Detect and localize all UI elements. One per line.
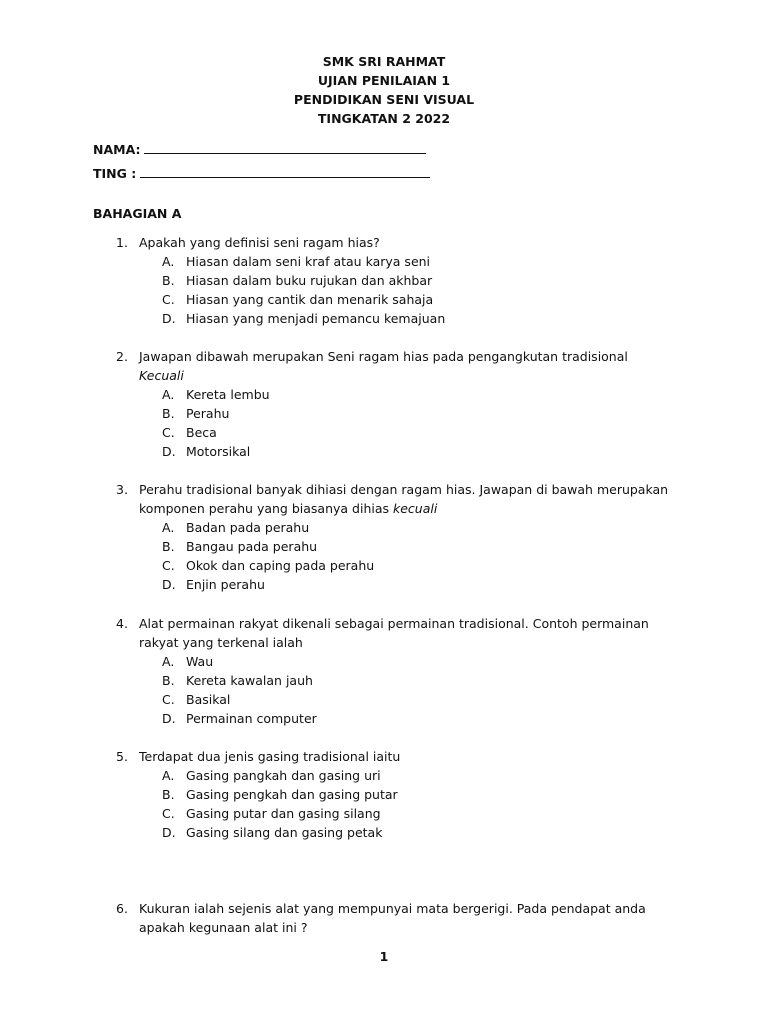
option-letter: B. [162,673,175,688]
form-year: TINGKATAN 2 2022 [317,111,451,126]
option-a [162,252,676,271]
question-number: 2. [116,349,128,364]
option-text: Motorsikal [186,444,251,459]
option-letter: A. [162,387,175,402]
question-text [139,347,676,385]
option-letter: B. [162,539,175,554]
option-list [116,652,676,728]
name-blank-line[interactable] [144,139,426,154]
class-label: TING : [93,166,137,181]
question-keyword: kecuali [392,501,438,516]
option-c [162,423,676,442]
option-text: Hiasan dalam seni kraf atau karya seni [186,254,431,269]
option-letter: C. [162,806,175,821]
question-number: 3. [116,482,128,497]
option-c [162,690,676,709]
option-letter: A. [162,768,175,783]
question-text: Apakah yang definisi seni ragam hias? [139,235,380,250]
option-letter: C. [162,292,175,307]
option-text: Permainan computer [186,711,317,726]
option-list [116,518,676,594]
question-text [139,480,676,518]
option-text: Bangau pada perahu [186,539,318,554]
option-text: Hiasan dalam buku rujukan dan akhbar [186,273,433,288]
question-body: Jawapan dibawah merupakan Seni ragam hias pada pengangkutan tradisional [139,349,628,364]
school-name: SMK SRI RAHMAT [322,54,446,69]
option-list [116,252,676,328]
option-letter: B. [162,406,175,421]
option-text: Kereta lembu [186,387,270,402]
option-text: Kereta kawalan jauh [186,673,313,688]
option-d [162,442,676,461]
option-letter: C. [162,558,175,573]
option-letter: C. [162,425,175,440]
option-c [162,556,676,575]
question-number: 6. [116,901,128,916]
option-b [162,785,676,804]
question-4 [116,614,676,728]
option-letter: D. [162,577,176,592]
option-c [162,804,676,823]
option-text: Wau [186,654,214,669]
option-list [116,385,676,461]
option-a [162,385,676,404]
option-a [162,652,676,671]
option-letter: D. [162,825,176,840]
question-6 [116,899,676,937]
exam-header [0,52,768,128]
option-text: Basikal [186,692,231,707]
question-text: Kukuran ialah sejenis alat yang mempunyai mata bergerigi. Pada pendapat anda apakah kegunaan alat ini ? [139,901,646,935]
question-keyword: Kecuali [139,368,184,383]
class-field [93,163,430,182]
option-b [162,537,676,556]
option-b [162,404,676,423]
option-text: Gasing pengkah dan gasing putar [186,787,398,802]
option-letter: B. [162,273,175,288]
option-c [162,290,676,309]
option-text: Hiasan yang cantik dan menarik sahaja [186,292,434,307]
option-letter: D. [162,444,176,459]
exam-title: UJIAN PENILAIAN 1 [317,73,451,88]
question-3 [116,480,676,594]
option-text: Beca [186,425,217,440]
name-field [93,139,426,158]
option-text: Gasing putar dan gasing silang [186,806,381,821]
option-letter: A. [162,254,175,269]
class-blank-line[interactable] [140,163,430,178]
option-text: Badan pada perahu [186,520,310,535]
option-text: Perahu [186,406,230,421]
option-text: Enjin perahu [186,577,265,592]
option-a [162,518,676,537]
question-1 [116,233,676,328]
name-label: NAMA: [93,142,141,157]
question-text: Terdapat dua jenis gasing tradisional iaitu [139,749,401,764]
option-text: Hiasan yang menjadi pemancu kemajuan [186,311,446,326]
option-letter: A. [162,520,175,535]
section-title: BAHAGIAN A [93,206,182,221]
question-text: Alat permainan rakyat dikenali sebagai permainan tradisional. Contoh permainan rakyat yang terkenal ialah [139,616,649,650]
subject-title: PENDIDIKAN SENI VISUAL [293,92,475,107]
option-letter: A. [162,654,175,669]
option-letter: D. [162,311,176,326]
option-d [162,709,676,728]
option-a [162,766,676,785]
option-d [162,823,676,842]
question-number: 4. [116,616,128,631]
option-b [162,671,676,690]
option-text: Okok dan caping pada perahu [186,558,375,573]
option-text: Gasing pangkah dan gasing uri [186,768,381,783]
question-5 [116,747,676,842]
option-letter: B. [162,787,175,802]
option-b [162,271,676,290]
option-text: Gasing silang dan gasing petak [186,825,383,840]
question-number: 5. [116,749,128,764]
question-number: 1. [116,235,128,250]
question-2 [116,347,676,461]
page-number: 1 [379,949,389,964]
option-letter: D. [162,711,176,726]
option-letter: C. [162,692,175,707]
option-list [116,766,676,842]
question-body: Perahu tradisional banyak dihiasi dengan ragam hias. Jawapan di bawah merupakan komponen perahu yang biasanya dihias [139,482,669,516]
option-d [162,575,676,594]
option-d [162,309,676,328]
